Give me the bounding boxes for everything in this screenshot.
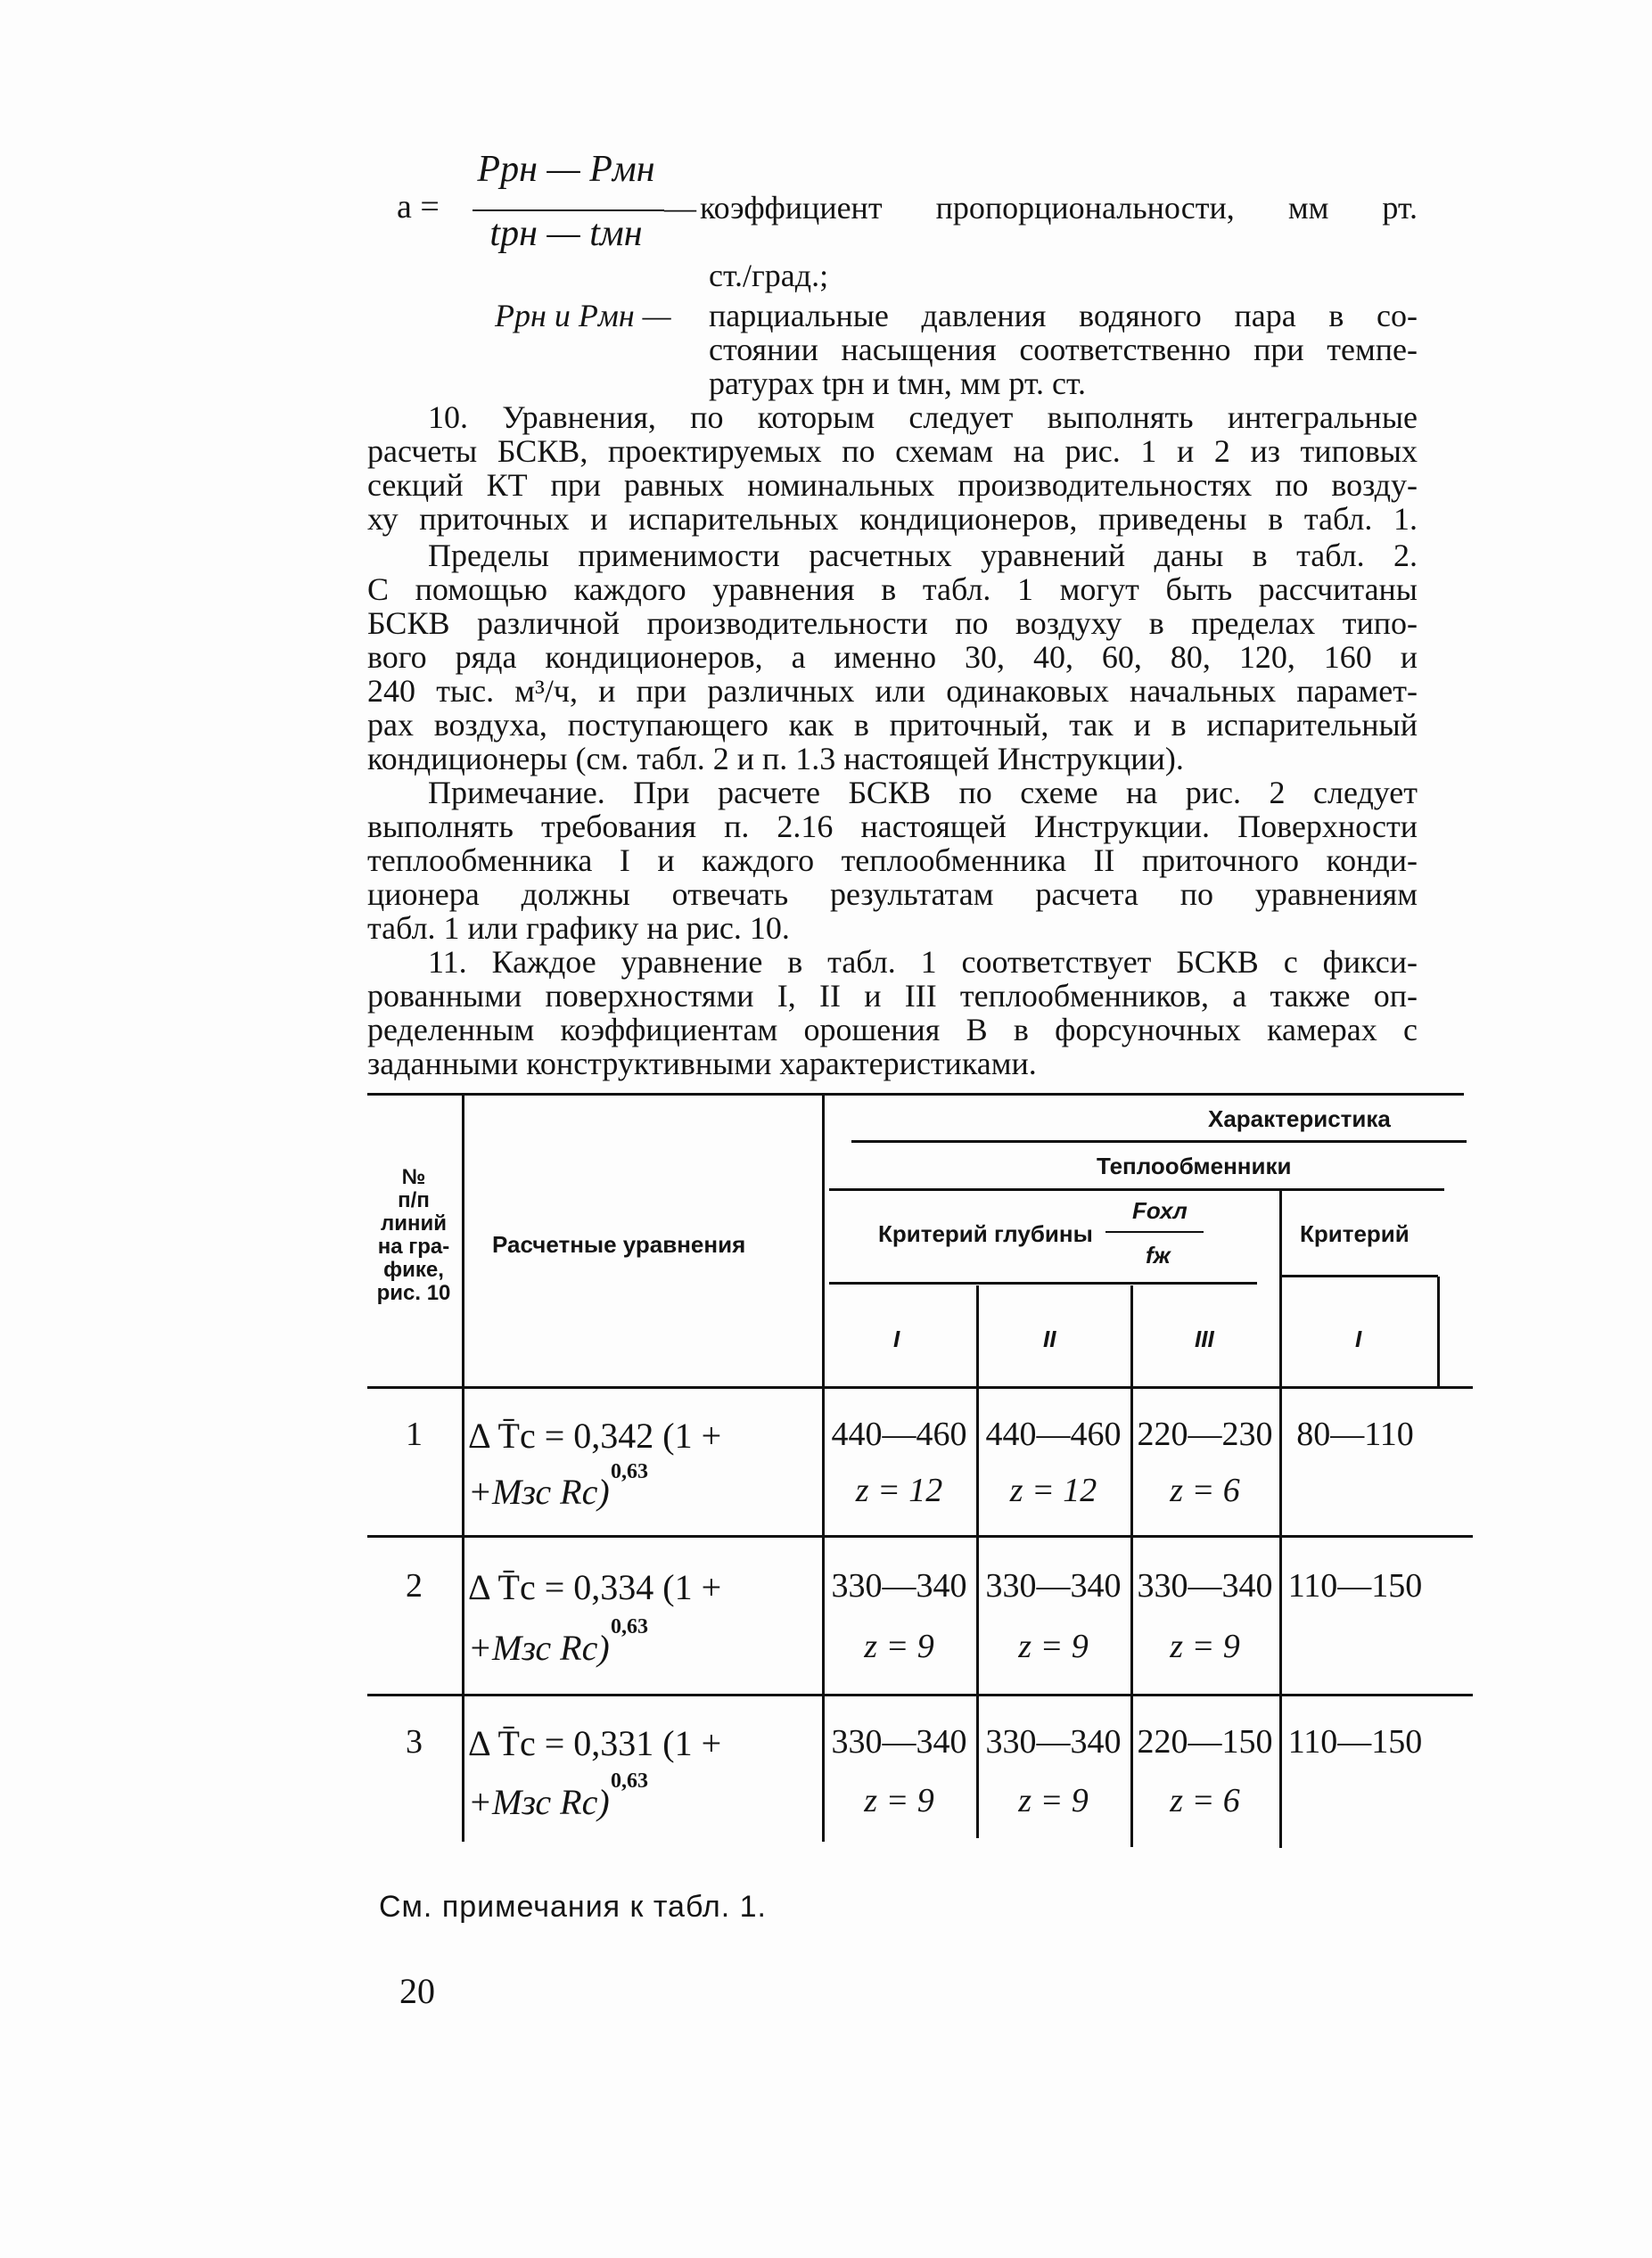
para-11-line-1: 11. Каждое уравнение в табл. 1 соответствует БСКВ с фикси- xyxy=(428,944,1418,980)
row-1-equation-line-2: +Mзс Rс) xyxy=(468,1472,610,1512)
header-depth-criterion: Критерий глубины xyxy=(878,1220,1093,1247)
formula-definition-1: коэффициент пропорциональности, мм рт. xyxy=(700,190,1418,226)
row-1-equation-exponent: 0,63 xyxy=(611,1460,648,1483)
para-limits-line-6: рах воздуха, поступающего как в приточный, так и в испарительный xyxy=(367,707,1418,743)
row-2-col-III-z: z = 9 xyxy=(1170,1628,1240,1665)
row-3-col-I-range: 330—340 xyxy=(831,1723,967,1761)
row-3-col-III-z: z = 6 xyxy=(1170,1782,1240,1819)
row-3-col-II-z: z = 9 xyxy=(1018,1782,1089,1819)
formula-numerator: Pрн — Pмн xyxy=(477,149,655,190)
row-2-equation-line-1: Δ T̄с = 0,334 (1 + xyxy=(468,1567,722,1607)
note-line-3: теплообменника I и каждого теплообменника II приточного конди- xyxy=(367,842,1418,878)
subheader-II: II xyxy=(1043,1326,1056,1352)
formula-definition-2-line-1: парциальные давления водяного пара в со- xyxy=(709,298,1418,333)
formula-definition-1-cont: ст./град.; xyxy=(709,258,829,293)
header-line-number-part: № xyxy=(401,1165,426,1189)
formula-term-2: Pрн и Pмн — xyxy=(495,298,671,333)
header-characteristic: Характеристика xyxy=(1208,1105,1391,1132)
para-11-line-4: заданными конструктивными характеристиками. xyxy=(367,1046,1037,1081)
page-number: 20 xyxy=(399,1971,435,2011)
row-2-col-III-range: 330—340 xyxy=(1137,1567,1273,1605)
row-2-col-II-z: z = 9 xyxy=(1018,1628,1089,1665)
row-1-col-I-range: 440—460 xyxy=(831,1416,967,1453)
header-line-number-part: на гра- xyxy=(377,1235,450,1259)
row-1-col-III-range: 220—230 xyxy=(1137,1416,1273,1453)
formula-denominator: tрн — tмн xyxy=(489,213,643,254)
row-3-col-I-z: z = 9 xyxy=(864,1782,934,1819)
para-11-line-2: рованными поверхностями I, II и III теплообменников, а также оп- xyxy=(367,978,1418,1014)
header-line-number-part: рис. 10 xyxy=(376,1281,451,1305)
para-10-line-3: секций КТ при равных номинальных производительностях по возду- xyxy=(367,467,1418,503)
row-1-col-III-z: z = 6 xyxy=(1170,1472,1240,1509)
row-2-col-II-range: 330—340 xyxy=(985,1567,1122,1605)
header-line-number xyxy=(366,1166,462,1305)
note-line-2: выполнять требования п. 2.16 настоящей Инструкции. Поверхности xyxy=(367,809,1418,844)
table-top-rule xyxy=(367,1093,1464,1096)
header-line-number-part: фике, xyxy=(383,1258,444,1282)
row-3-criterion: 110—150 xyxy=(1287,1723,1423,1761)
header-equations: Расчетные уравнения xyxy=(492,1231,746,1258)
subheader-III: III xyxy=(1195,1326,1214,1352)
table-rule-heat-exchangers xyxy=(829,1188,1444,1191)
header-depth-frac-bar xyxy=(1105,1231,1204,1233)
note-line-5: табл. 1 или графику на рис. 10. xyxy=(367,910,790,946)
row-3-equation-line-2: +Mзс Rс) xyxy=(468,1782,610,1822)
formula-definition-2-line-3: ратурах tрн и tмн, мм рт. ст. xyxy=(709,365,1086,401)
para-limits-line-7: кондиционеры (см. табл. 2 и п. 1.3 настоящей Инструкции). xyxy=(367,741,1184,776)
table-row-2-bottom-rule xyxy=(367,1694,1473,1696)
row-2-equation-line-2: +Mзс Rс) xyxy=(468,1628,610,1668)
row-2-col-I-range: 330—340 xyxy=(831,1567,967,1605)
table-header-bottom-rule xyxy=(367,1386,1473,1389)
para-10-line-1: 10. Уравнения, по которым следует выполнять интегральные xyxy=(428,399,1418,435)
note-line-1: Примечание. При расчете БСКВ по схеме на рис. 2 следует xyxy=(428,775,1418,810)
row-1-equation-line-1: Δ T̄с = 0,342 (1 + xyxy=(468,1416,722,1456)
row-1-col-II-range: 440—460 xyxy=(985,1416,1122,1453)
row-3-col-III-range: 220—150 xyxy=(1137,1723,1273,1761)
formula-fraction-bar xyxy=(473,209,664,211)
table-vline-6 xyxy=(1437,1277,1440,1386)
formula-lhs: a = xyxy=(397,188,440,226)
note-line-4: ционера должны отвечать результатам расчета по уравнениям xyxy=(367,876,1418,912)
table-rule-criterion xyxy=(1279,1275,1438,1277)
header-line-number-part: п/п xyxy=(398,1188,430,1212)
subheader-I: I xyxy=(893,1326,900,1352)
table-footnote: См. примечания к табл. 1. xyxy=(379,1890,767,1924)
header-line-number-part: линий xyxy=(380,1211,447,1236)
subheader-criterion-I: I xyxy=(1355,1326,1362,1352)
table-rule-characteristic xyxy=(851,1140,1467,1143)
row-3-col-II-range: 330—340 xyxy=(985,1723,1122,1761)
table-rule-depth xyxy=(829,1282,1257,1285)
row-1-criterion: 80—110 xyxy=(1296,1416,1414,1453)
para-11-line-3: ределенным коэффициентам орошения B в форсуночных камерах с xyxy=(367,1012,1418,1047)
row-1-col-I-z: z = 12 xyxy=(855,1472,943,1509)
para-limits-line-4: вого ряда кондиционеров, а именно 30, 40, 60, 80, 120, 160 и xyxy=(367,639,1418,675)
table-row-1-bottom-rule xyxy=(367,1535,1473,1538)
para-10-line-4: ху приточных и испарительных кондиционеров, приведены в табл. 1. xyxy=(367,501,1418,537)
para-limits-line-5: 240 тыс. м³/ч, и при различных или одинаковых начальных парамет- xyxy=(367,673,1418,709)
para-limits-line-3: БСКВ различной производительности по воздуху в пределах типо- xyxy=(367,605,1418,641)
formula-dash-1: — xyxy=(664,190,696,226)
para-10-line-2: расчеты БСКВ, проектируемых по схемам на рис. 1 и 2 из типовых xyxy=(367,433,1418,469)
row-2-col-I-z: z = 9 xyxy=(864,1628,934,1665)
row-2-criterion: 110—150 xyxy=(1287,1567,1423,1605)
row-3-equation-line-1: Δ T̄с = 0,331 (1 + xyxy=(468,1723,722,1763)
row-2-number: 2 xyxy=(406,1567,423,1605)
para-limits-line-1: Пределы применимости расчетных уравнений даны в табл. 2. xyxy=(428,538,1418,573)
row-1-col-II-z: z = 12 xyxy=(1009,1472,1097,1509)
header-depth-frac-denominator: fж xyxy=(1146,1242,1171,1269)
row-1-number: 1 xyxy=(406,1416,423,1453)
table-vline-1 xyxy=(462,1093,464,1842)
header-criterion: Критерий xyxy=(1300,1220,1410,1247)
row-3-equation-exponent: 0,63 xyxy=(611,1769,648,1793)
para-limits-line-2: С помощью каждого уравнения в табл. 1 могут быть рассчитаны xyxy=(367,571,1418,607)
header-heat-exchangers: Теплообменники xyxy=(1097,1153,1292,1179)
row-2-equation-exponent: 0,63 xyxy=(611,1615,648,1638)
header-depth-frac-numerator: Fохл xyxy=(1132,1197,1188,1224)
row-3-number: 3 xyxy=(406,1723,423,1761)
formula-definition-2-line-2: стоянии насыщения соответственно при темпе- xyxy=(709,332,1418,367)
